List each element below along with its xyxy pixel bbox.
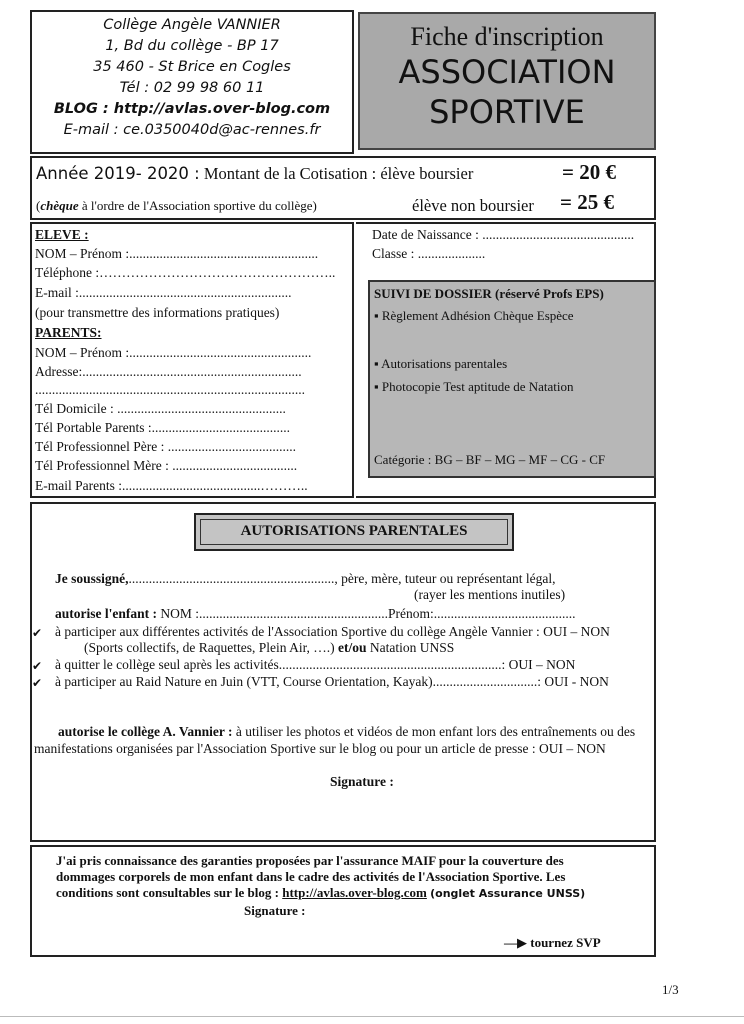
school-address-1: 1, Bd du collège - BP 17 [105,38,279,54]
tel-mere-field[interactable]: Tél Professionnel Mère : ..................................... [35,458,298,473]
eleve-heading: ELEVE : [35,227,89,242]
autorise-enfant-label: autorise l'enfant : [55,606,157,621]
school-name: Collège Angèle VANNIER [103,17,281,33]
cheque-label: chèque [40,198,79,213]
suivi-photocopie: Photocopie Test aptitude de Natation [381,379,574,394]
date-naissance-field[interactable]: Date de Naissance : ............................................. [372,227,635,242]
arrow-right-icon: ―▶ [504,935,527,950]
blog-link[interactable]: http://avlas.over-blog.com [282,885,427,900]
suivi-dossier-box [368,280,656,478]
rayer-note: (rayer les mentions inutiles) [414,587,566,602]
bullet-icon: ▪ [374,379,382,394]
suivi-autorisations: Autorisations parentales [381,356,508,371]
manifestations-text: manifestations organisées par l'Association Sportive sur le blog ou pour un article de presse : OUI – NON [34,741,606,756]
signature-label: Signature : [330,774,394,789]
suivi-title: SUIVI DE DOSSIER (réservé Profs EPS) [374,286,604,301]
form-title-line2: ASSOCIATION [398,53,616,91]
eleve-parents-box [30,222,354,498]
check-icon: ✔ [32,626,43,640]
bullet-icon: ▪ [374,356,382,371]
autorisations-title: AUTORISATIONS PARENTALES [200,519,508,545]
eleve-nom-field[interactable]: NOM – Prénom :........................................................ [35,246,319,261]
page-number: 1/3 [662,982,679,997]
suivi-categorie: Catégorie : BG – BF – MG – MF – CG - CF [374,452,606,467]
onglet-note: (onglet Assurance UNSS) [430,887,586,900]
autorise-college-label: autorise le collège A. Vannier : [58,724,233,739]
school-address-2: 35 460 - St Brice en Cogles [93,59,291,75]
form-title-line3: SPORTIVE [429,93,585,131]
school-tel: Tél : 02 99 98 60 11 [119,80,265,96]
tel-portable-field[interactable]: Tél Portable Parents :......................................... [35,420,290,435]
form-title-box [358,12,656,150]
assurance-line3: conditions sont consultables sur le blog : [56,885,279,900]
check-icon: ✔ [32,676,43,690]
non-boursier-label: élève non boursier [412,196,534,215]
school-email: E-mail : ce.0350040d@ac-rennes.fr [63,122,321,138]
participer-activites: à participer aux différentes activités de l'Association Sportive du collège Angèle Vannier : OUI – NON [55,624,610,639]
classe-field[interactable]: Classe : .................... [372,246,486,261]
tournez-svp: tournez SVP [530,935,601,950]
assurance-signature-label: Signature : [244,903,306,918]
parents-nom-field[interactable]: NOM – Prénom :...................................................... [35,345,312,360]
prix-non-boursier: = 25 € [560,190,614,214]
cheque-ordre: à l'ordre de l'Association sportive du collège) [78,198,317,213]
bullet-icon: ▪ [374,308,382,323]
cotisation-box: Année 2019- 2020 : Montant de la Cotisation : élève boursier = 20 € (chèque à l'ordre de l'Association sportive du collège) élève non boursier = 25 € [30,156,656,220]
autorise-college-text: à utiliser les photos et vidéos de mon enfant lors des entraînements ou des [232,724,636,739]
school-info-box [30,10,354,154]
parents-heading: PARENTS: [35,325,102,340]
suivi-reglement: Règlement Adhésion Chèque Espèce [381,308,574,323]
tel-pere-field[interactable]: Tél Professionnel Père : ...................................... [35,439,296,454]
eleve-email-note: (pour transmettre des informations pratiques) [35,305,280,320]
form-title-line1: Fiche d'inscription [410,22,604,51]
etou-label: et/ou [338,640,367,655]
eleve-email-field[interactable]: E-mail :............................................................... [35,285,292,300]
school-blog: BLOG : http://avlas.over-blog.com [53,101,331,117]
assurance-line1: J'ai pris connaissance des garanties proposées par l'assurance MAIF pour la couverture des [56,853,564,868]
assurance-box [30,845,656,957]
parents-adresse-field[interactable]: Adresse:................................................................. [35,364,302,379]
eleve-telephone-field[interactable]: Téléphone :…………………………………………….. [35,265,336,280]
prix-boursier: = 20 € [562,160,616,184]
quitter-college: à quitter le collège seul après les activités..................................................................: OUI – NON [55,657,576,672]
cotisation-montant: Montant de la Cotisation : élève boursier [203,164,474,183]
enfant-nom-field[interactable]: NOM :........................................................Prénom:.......................................... [157,606,576,621]
parents-adresse-field-2[interactable]: ................................................................................ [35,382,305,397]
check-icon: ✔ [32,659,43,673]
cotisation-annee: Année 2019- 2020 : [36,164,200,183]
autorisations-title-box [194,513,514,551]
assurance-line2: dommages corporels de mon enfant dans le cadre des activités de l'Association Sportive. Les [56,869,566,884]
sports-list: (Sports collectifs, de Raquettes, Plein Air, ….) [84,640,335,655]
soussigne-label: Je soussigné, [55,571,129,586]
natation-label: Natation UNSS [369,640,455,655]
email-parents-field[interactable]: E-mail Parents :.........................................……….. [35,478,308,493]
page-bottom-divider [0,1016,744,1017]
tel-domicile-field[interactable]: Tél Domicile : .................................................. [35,401,286,416]
raid-nature: à participer au Raid Nature en Juin (VTT, Course Orientation, Kayak)...............................: OUI - NON [55,674,609,689]
soussigne-field[interactable]: ............................................................., père, mère, tuteur ou représentant légal, [128,571,556,586]
